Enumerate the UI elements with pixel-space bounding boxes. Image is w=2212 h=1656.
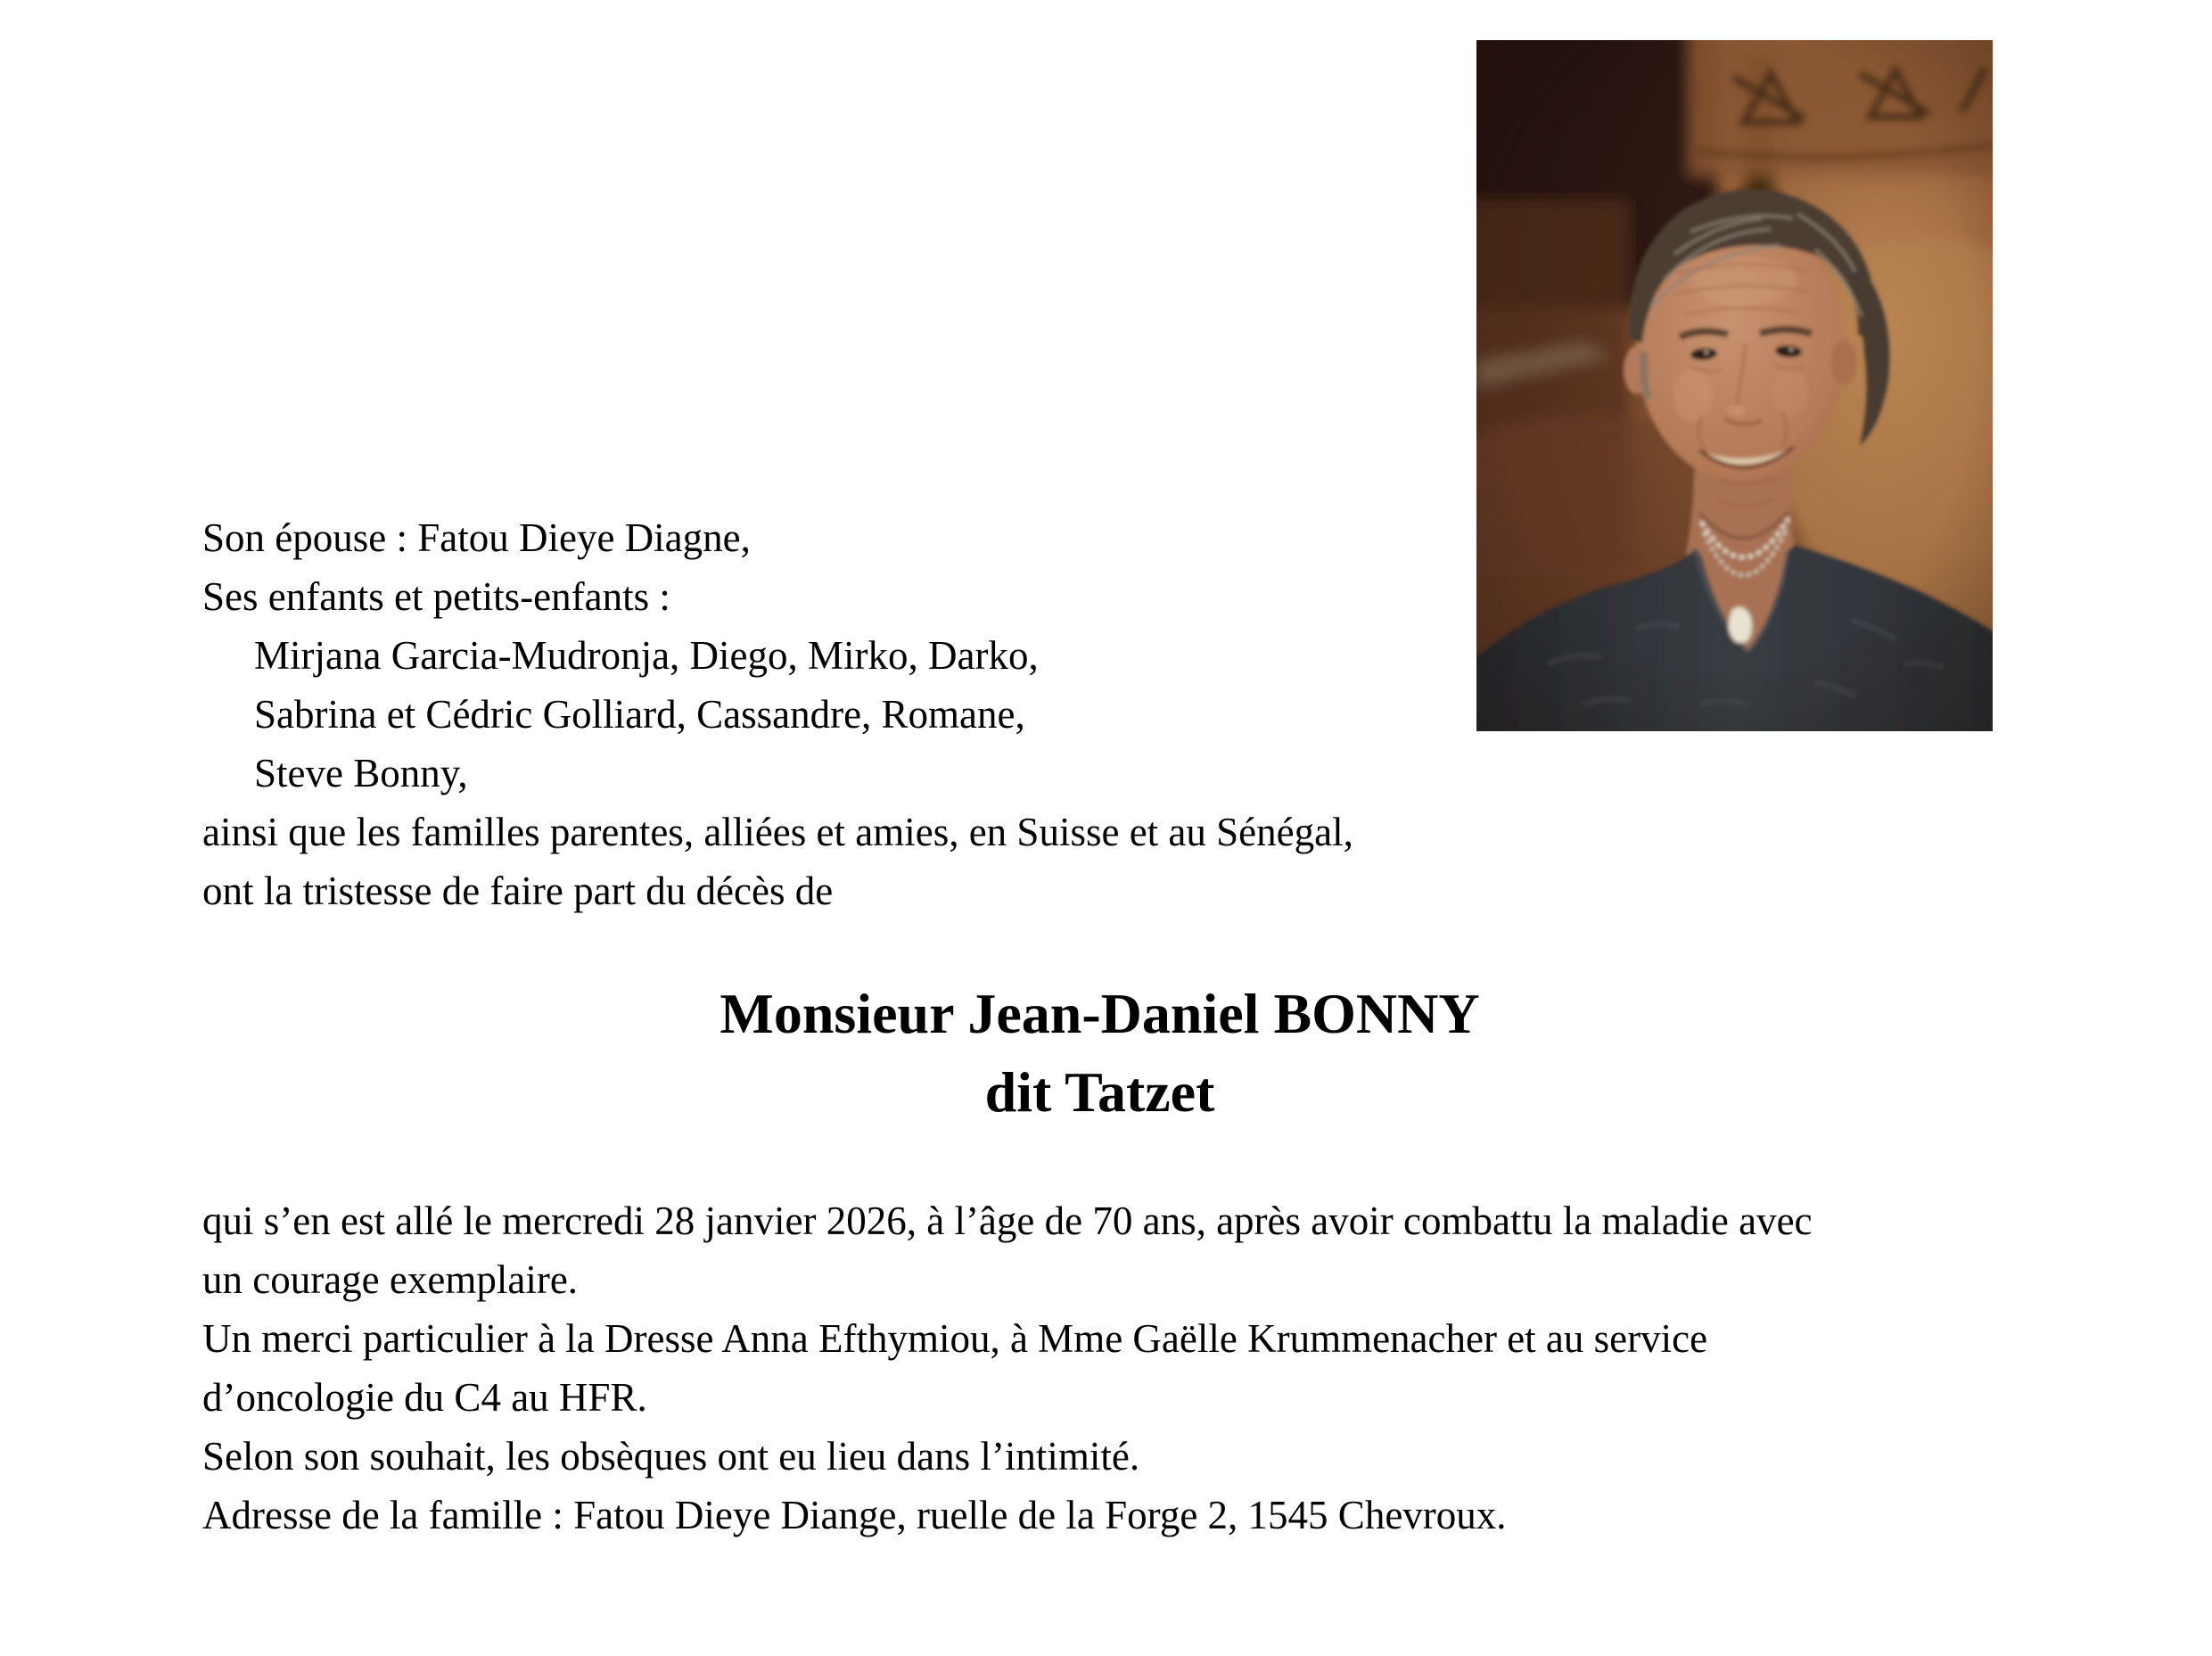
- body-line-funeral: Selon son souhait, les obsèques ont eu lieu dans l’intimité.: [202, 1434, 1140, 1479]
- intro-line-children-2: Sabrina et Cédric Golliard, Cassandre, Romane,: [254, 692, 1025, 737]
- body-line-courage: un courage exemplaire.: [202, 1257, 579, 1302]
- intro-line-families: ainsi que les familles parentes, alliées et amies, en Suisse et au Sénégal,: [202, 810, 1353, 854]
- photo-vignette: [1476, 40, 1993, 731]
- relatives-paragraph: [202, 508, 1353, 920]
- body-line-oncology: d’oncologie du C4 au HFR.: [202, 1375, 647, 1420]
- deceased-nickname: dit Tatzet: [984, 1060, 1215, 1124]
- intro-line-children-header: Ses enfants et petits-enfants :: [202, 574, 670, 619]
- intro-line-spouse: Son épouse : Fatou Dieye Diagne,: [202, 515, 751, 560]
- deceased-name: Monsieur Jean-Daniel BONNY: [720, 982, 1480, 1045]
- intro-line-children-3: Steve Bonny,: [254, 751, 468, 795]
- deceased-title: [0, 975, 2200, 1132]
- body-line-address: Adresse de la famille : Fatou Dieye Diange, ruelle de la Forge 2, 1545 Chevroux.: [202, 1493, 1507, 1537]
- body-line-thanks: Un merci particulier à la Dresse Anna Efthymiou, à Mme Gaëlle Krummenacher et au service: [202, 1316, 1708, 1361]
- body-line-death: qui s’en est allé le mercredi 28 janvier 2026, à l’âge de 70 ans, après avoir combattu la maladie avec: [202, 1199, 1813, 1243]
- intro-line-children-1: Mirjana Garcia-Mudronja, Diego, Mirko, Darko,: [254, 633, 1039, 678]
- intro-line-announcement: ont la tristesse de faire part du décès de: [202, 869, 834, 913]
- announcement-paragraph: [202, 1191, 1813, 1545]
- portrait-photo: [1476, 40, 1993, 731]
